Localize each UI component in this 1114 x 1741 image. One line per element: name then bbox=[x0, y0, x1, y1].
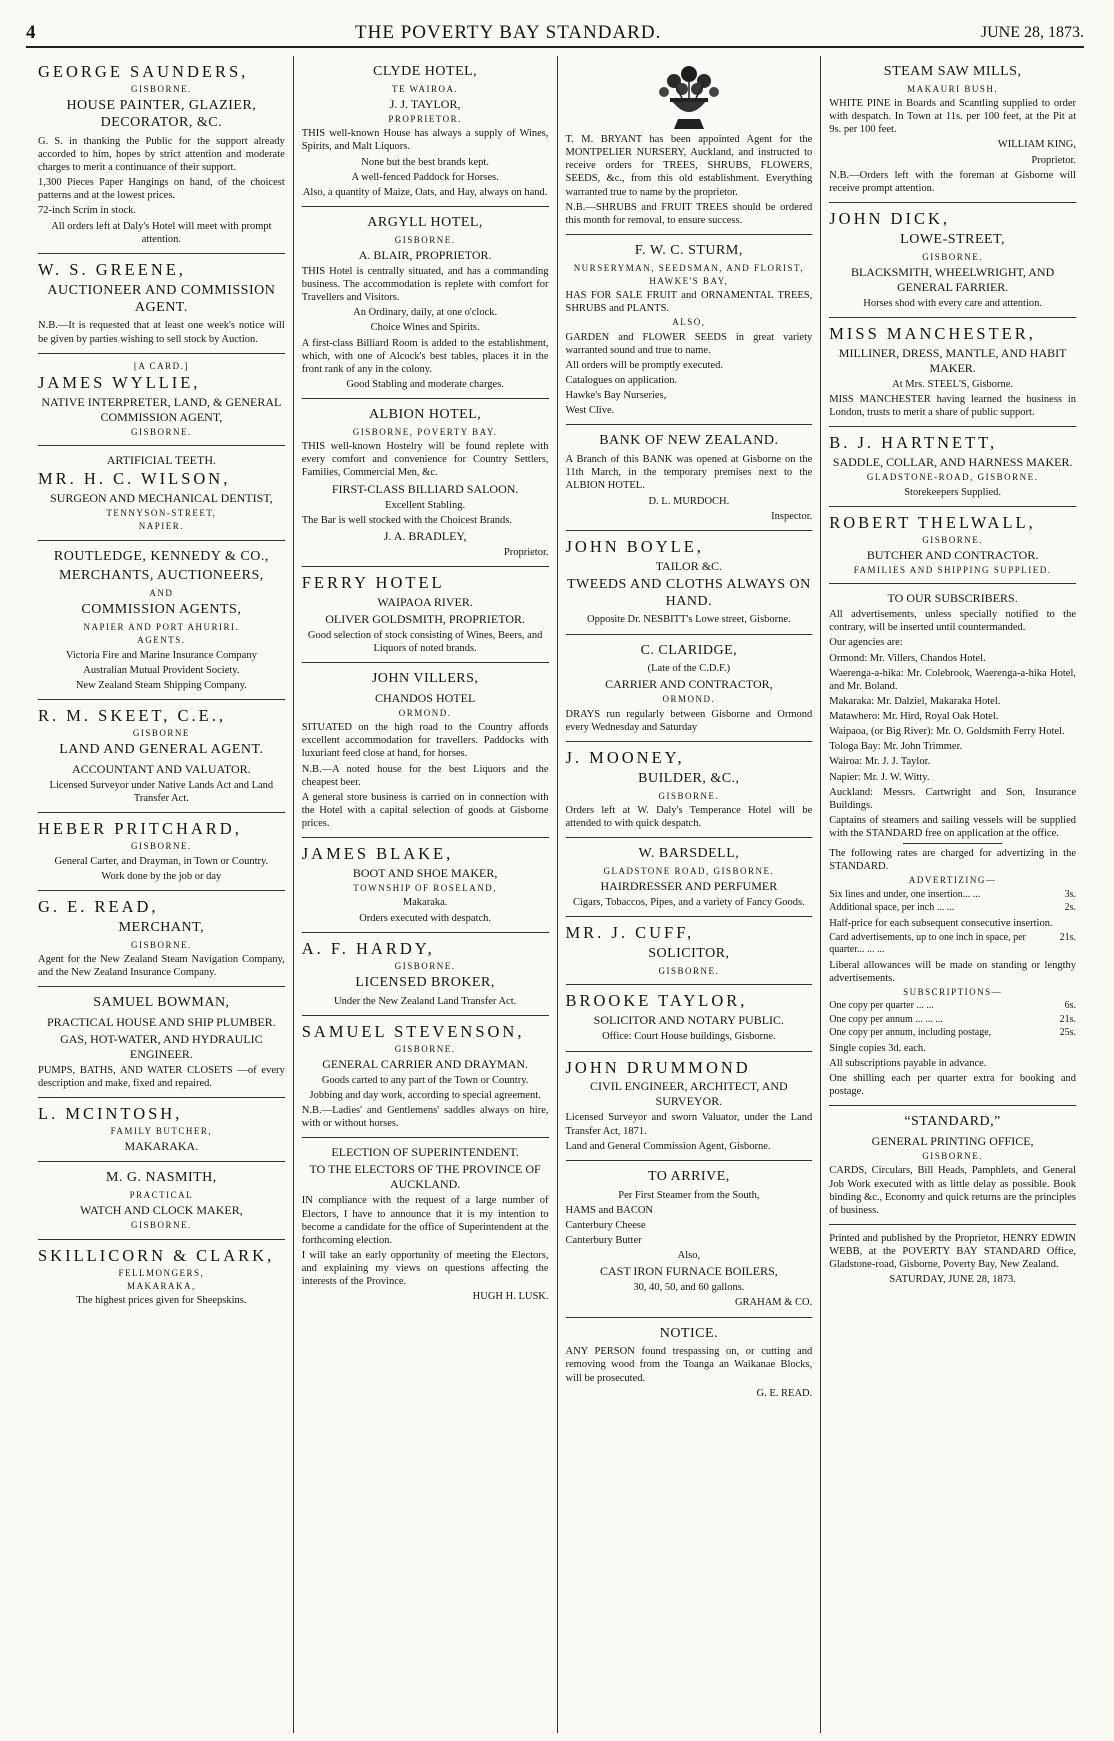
ad-text: Liberal allowances will be made on standing or lengthy advertisements. bbox=[829, 959, 1076, 984]
ad-name: MISS MANCHESTER, bbox=[829, 324, 1036, 344]
ad-text: FIRST-CLASS BILLIARD SALOON. bbox=[331, 481, 519, 496]
ad-text: 1,300 Pieces Paper Hangings on hand, of the choicest patterns and at the lowest prices. bbox=[38, 177, 285, 202]
ad-bowman bbox=[38, 987, 285, 1098]
ad-hotel: CHANDOS HOTEL bbox=[374, 690, 476, 705]
ad-place: GISBORNE. bbox=[130, 939, 192, 950]
ad-text: ANY PERSON found trespassing on, or cutting and removing wood from the Toanga an Waikanae Blocks, will be prosecuted. bbox=[565, 1346, 813, 1384]
column-2 bbox=[294, 56, 558, 1733]
ad-place: GLADSTONE ROAD, GISBORNE. bbox=[603, 866, 775, 877]
ad-text: CAST IRON FURNACE BOILERS, bbox=[599, 1264, 778, 1279]
ad-trade: GENERAL CARRIER AND DRAYMAN. bbox=[322, 1056, 529, 1071]
ad-trade: BUILDER, &C., bbox=[638, 770, 740, 786]
ad-mooney bbox=[566, 742, 813, 838]
agency-item: Ormond: Mr. Villers, Chandos Hotel. bbox=[829, 652, 986, 664]
ad-text: Agent for the New Zealand Steam Navigation Company, and the New Zealand Insurance Company. bbox=[38, 953, 285, 978]
ad-trade: PRACTICAL bbox=[129, 1190, 194, 1201]
ad-trade: MERCHANT, bbox=[118, 919, 205, 935]
ad-text: Cigars, Tobaccos, Pipes, and a variety of Fancy Goods. bbox=[572, 897, 805, 909]
ad-place: MAKARAKA, bbox=[126, 1280, 196, 1291]
ad-place: GISBORNE. bbox=[394, 234, 456, 245]
ad-name: ALBION HOTEL, bbox=[368, 407, 482, 423]
ad-text: A general store business is carried on in connection with the Hotel with a capital selection of goods at Gisborne prices. bbox=[301, 791, 549, 830]
ad-ferry-hotel bbox=[302, 567, 549, 663]
agency-item: Auckland: Messrs. Cartwright and Son, Insurance Buildings. bbox=[829, 786, 1076, 811]
ad-name: FERRY HOTEL bbox=[301, 572, 445, 592]
ad-title: ELECTION OF SUPERINTENDENT. bbox=[331, 1145, 519, 1160]
ad-text: All orders left at Daly's Hotel will meet with prompt attention. bbox=[51, 220, 272, 245]
rate-price: 3s. bbox=[1064, 888, 1076, 900]
ad-text: Also, bbox=[677, 1250, 701, 1262]
ad-name: W. S. GREENE, bbox=[38, 259, 186, 279]
agency-item: Makaraka: Mr. Dalziel, Makaraka Hotel. bbox=[829, 695, 1001, 707]
ad-read bbox=[38, 891, 285, 987]
ad-place: GISBORNE bbox=[132, 728, 190, 739]
rate-row bbox=[829, 1014, 1076, 1027]
ad-name: SKILLICORN & CLARK, bbox=[38, 1245, 275, 1265]
ad-trade: FELLMONGERS, bbox=[118, 1267, 205, 1278]
ad-place: GISBORNE. bbox=[922, 534, 983, 545]
divider bbox=[903, 843, 1002, 844]
ad-trade: CARRIER AND CONTRACTOR, bbox=[605, 677, 773, 692]
ad-trade: BOOT AND SHOE MAKER, bbox=[352, 866, 498, 881]
ad-name: JOHN DRUMMOND bbox=[565, 1057, 751, 1077]
agency-item: Waerenga-a-hika: Mr. Colebrook, Waerenga-a-hika Hotel, and Mr. Boland. bbox=[829, 667, 1076, 692]
ad-text: Good Stabling and moderate charges. bbox=[346, 378, 504, 390]
ad-text: PUMPS, BATHS, AND WATER CLOSETS —of every description and make, fixed and repaired. bbox=[38, 1064, 285, 1089]
ad-text: The Bar is well stocked with the Choicest Brands. bbox=[301, 514, 513, 526]
ad-place: MAKARAKA. bbox=[124, 1139, 199, 1154]
ad-line: GENERAL PRINTING OFFICE, bbox=[871, 1134, 1034, 1149]
ad-trade: SOLICITOR AND NOTARY PUBLIC. bbox=[593, 1013, 785, 1028]
ad-text: Excellent Stabling. bbox=[385, 499, 466, 511]
ad-text: 30, 40, 50, and 60 gallons. bbox=[633, 1282, 745, 1294]
ad-place: GLADSTONE-ROAD, GISBORNE. bbox=[866, 472, 1039, 483]
ad-claridge bbox=[566, 635, 813, 742]
ad-signature: GRAHAM & CO. bbox=[734, 1297, 813, 1309]
ad-name: L. MCINTOSH, bbox=[38, 1104, 183, 1124]
ad-trade: LICENSED BROKER, bbox=[355, 974, 495, 990]
ad-pritchard bbox=[38, 813, 285, 890]
ad-chandos-hotel bbox=[302, 663, 549, 838]
ad-text: Our agencies are: bbox=[829, 637, 903, 649]
ad-text: Catalogues on application. bbox=[565, 375, 678, 387]
ad-name: BANK OF NEW ZEALAND. bbox=[599, 433, 779, 449]
ad-text: N.B.—SHRUBS and FRUIT TREES should be ordered this month for removal, to ensure success. bbox=[565, 201, 813, 226]
column-4 bbox=[821, 56, 1084, 1733]
ad-name: F. W. C. STURM, bbox=[634, 242, 743, 258]
ad-place: MAKAURI BUSH. bbox=[907, 83, 999, 94]
agency-item: Wairoa: Mr. J. J. Taylor. bbox=[829, 756, 931, 768]
ad-name: C. CLARIDGE, bbox=[640, 642, 738, 658]
rate-price: 6s. bbox=[1064, 1000, 1076, 1012]
ad-owner: J. A. BRADLEY, bbox=[383, 528, 467, 543]
ad-trade: WATCH AND CLOCK MAKER, bbox=[80, 1203, 243, 1218]
ad-clyde-hotel bbox=[302, 56, 549, 207]
rate-label: Six lines and under, one insertion... ... bbox=[829, 888, 981, 900]
ad-name: MR. J. CUFF, bbox=[565, 923, 695, 943]
subscription-rates bbox=[829, 1000, 1076, 1040]
ad-trade: HOUSE PAINTER, GLAZIER, DECORATOR, &C. bbox=[66, 98, 257, 131]
page-number: 4 bbox=[26, 22, 36, 43]
column-1 bbox=[30, 56, 294, 1733]
ad-name: BROOKE TAYLOR, bbox=[565, 991, 748, 1011]
ad-text: THIS Hotel is centrally situated, and has a commanding business. The accommodation is replete with comfort for Travellers and Visitors. bbox=[301, 265, 549, 304]
ad-text: Choice Wines and Spirits. bbox=[370, 322, 480, 334]
ad-name: G. E. READ, bbox=[38, 896, 159, 916]
ad-name: ROBERT THELWALL, bbox=[829, 512, 1036, 532]
agency-item: Tologa Bay: Mr. John Trimmer. bbox=[829, 741, 963, 753]
ad-brooke-taylor bbox=[566, 985, 813, 1051]
ad-text: HAMS and BACON bbox=[565, 1204, 654, 1216]
ad-text: A first-class Billiard Room is added to the establishment, which, with one of Alcock's best tables, places it in the front rank of any in the colony. bbox=[301, 337, 549, 375]
ad-trade: SURGEON AND MECHANICAL DENTIST, bbox=[50, 491, 273, 506]
ad-text: West Clive. bbox=[565, 405, 615, 417]
ad-trade: SADDLE, COLLAR, AND HARNESS MAKER. bbox=[832, 455, 1073, 470]
ad-text: N.B.—Orders left with the foreman at Gisborne will receive prompt attention. bbox=[829, 169, 1076, 194]
ad-name: MR. H. C. WILSON, bbox=[38, 469, 231, 489]
ad-text: General Carter, and Drayman, in Town or Country. bbox=[54, 855, 269, 867]
ad-trade: BLACKSMITH, WHEELWRIGHT, AND GENERAL FARRIER. bbox=[850, 264, 1055, 294]
ad-place: TOWNSHIP OF ROSELAND, bbox=[353, 883, 497, 894]
ad-skillicorn bbox=[38, 1240, 285, 1315]
ad-manchester bbox=[829, 318, 1076, 427]
ad-name: ROUTLEDGE, KENNEDY & CO., bbox=[53, 548, 269, 564]
ad-text: New Zealand Steam Shipping Company. bbox=[75, 679, 247, 691]
ad-place: GISBORNE, POVERTY BAY. bbox=[352, 426, 498, 437]
imprint bbox=[829, 1225, 1076, 1294]
ad-text: All advertisements, unless specially notified to the contrary, will be inserted until countermanded. bbox=[829, 609, 1076, 634]
ad-title: TO ARRIVE, bbox=[648, 1168, 730, 1184]
ad-thelwall bbox=[829, 507, 1076, 584]
ad-text: The highest prices given for Sheepskins. bbox=[76, 1295, 247, 1307]
ad-text: Storekeepers Supplied. bbox=[904, 486, 1002, 498]
rates-heading: ADVERTIZING— bbox=[908, 875, 997, 886]
ad-text: Jobbing and day work, according to special agreement. bbox=[309, 1090, 541, 1102]
agency-item: Waipaoa, (or Big River): Mr. O. Goldsmith Ferry Hotel. bbox=[829, 726, 1065, 738]
ad-place: NAPIER. bbox=[138, 521, 184, 532]
rate-price: 2s. bbox=[1064, 902, 1076, 914]
ad-text: FAMILIES AND SHIPPING SUPPLIED. bbox=[853, 564, 1052, 575]
ad-text: THIS well-known Hostelry will be found replete with every comfort and convenience for Country Settlers, Families, Commercial Men, &c. bbox=[301, 441, 549, 479]
ad-text: One shilling each per quarter extra for booking and postage. bbox=[829, 1073, 1076, 1098]
ad-heading: ARTIFICIAL TEETH. bbox=[106, 453, 216, 468]
rate-label: One copy per quarter ... ... bbox=[829, 1000, 934, 1012]
ad-text: Half-price for each subsequent consecutive insertion. bbox=[829, 917, 1053, 929]
ad-trade: CIVIL ENGINEER, ARCHITECT, AND SURVEYOR. bbox=[590, 1079, 788, 1109]
ad-text: GARDEN and FLOWER SEEDS in great variety warranted sound and true to name. bbox=[565, 331, 813, 356]
ad-agents-label: AGENTS. bbox=[137, 635, 186, 646]
ad-text: Opposite Dr. NESBITT's Lowe street, Gisborne. bbox=[587, 614, 791, 626]
ad-name: SAMUEL STEVENSON, bbox=[301, 1021, 525, 1041]
masthead bbox=[26, 20, 1084, 48]
ad-bryant bbox=[566, 56, 813, 235]
ad-text: MISS MANCHESTER having learned the business in London, trusts to merit a share of public support. bbox=[829, 394, 1076, 419]
rate-price: 25s. bbox=[1059, 1027, 1076, 1039]
ad-role: Proprietor. bbox=[503, 546, 549, 558]
ad-boyle bbox=[566, 531, 813, 635]
ad-name: M. G. NASMITH, bbox=[105, 1170, 217, 1186]
ad-street: LOWE-STREET, bbox=[900, 231, 1006, 247]
ad-signature: HUGH H. LUSK. bbox=[472, 1291, 549, 1303]
ad-skeet bbox=[38, 700, 285, 813]
ad-place: ORMOND. bbox=[398, 707, 452, 718]
ad-also: ALSO, bbox=[672, 317, 706, 328]
ad-text: Goods carted to any part of the Town or Country. bbox=[321, 1074, 529, 1086]
ad-trade: SOLICITOR, bbox=[648, 946, 730, 962]
ad-owner: A. BLAIR, PROPRIETOR. bbox=[358, 247, 492, 262]
ad-line: MERCHANTS, AUCTIONEERS, bbox=[58, 568, 264, 584]
ad-text: Orders executed with despatch. bbox=[359, 912, 492, 924]
ad-name: JOHN DICK, bbox=[829, 208, 950, 228]
ad-text: None but the best brands kept. bbox=[361, 156, 489, 168]
ad-text: Victoria Fire and Marine Insurance Company bbox=[65, 649, 257, 661]
ad-hartnett bbox=[829, 427, 1076, 506]
ad-drummond bbox=[566, 1052, 813, 1161]
ad-place: GISBORNE. bbox=[394, 960, 456, 971]
ad-to-arrive bbox=[566, 1161, 813, 1318]
ad-text: The following rates are charged for advertizing in the STANDARD. bbox=[829, 848, 1076, 873]
ad-text: Canterbury Cheese bbox=[565, 1219, 646, 1231]
card-rate bbox=[829, 932, 1076, 957]
rate-label: Card advertisements, up to one inch in space, per quarter... ... ... bbox=[829, 931, 1026, 956]
ad-text: DRAYS run regularly between Gisborne and Ormond every Wednesday and Saturday bbox=[565, 708, 813, 733]
subscriptions-heading: SUBSCRIPTIONS— bbox=[903, 987, 1003, 998]
ad-place: GISBORNE. bbox=[130, 83, 192, 94]
ad-place: GISBORNE. bbox=[658, 966, 720, 977]
ad-text: N.B.—A noted house for the best Liquors and the cheapest beer. bbox=[301, 763, 549, 788]
ad-trade: BUTCHER AND CONTRACTOR. bbox=[866, 547, 1039, 562]
ad-text: Under the New Zealand Land Transfer Act. bbox=[334, 995, 517, 1007]
ad-role: Inspector. bbox=[771, 510, 813, 522]
ad-to-our-subscribers bbox=[829, 584, 1076, 1106]
ad-greene bbox=[38, 254, 285, 354]
ad-place: GISBORNE. bbox=[130, 1220, 192, 1231]
ad-text: N.B.—Ladies' and Gentlemens' saddles always on hire, with or without horses. bbox=[301, 1105, 549, 1130]
ad-place: GISBORNE. bbox=[130, 841, 192, 852]
ad-place: GISBORNE. bbox=[130, 426, 192, 437]
ad-text: Work done by the job or day bbox=[101, 870, 222, 882]
ad-name: R. M. SKEET, C.E., bbox=[38, 706, 226, 726]
ad-election bbox=[302, 1138, 549, 1310]
ad-name: SAMUEL BOWMAN, bbox=[93, 995, 230, 1011]
ad-barsdell bbox=[566, 838, 813, 917]
ad-text: All subscriptions payable in advance. bbox=[829, 1057, 987, 1069]
ad-text: Office: Court House buildings, Gisborne. bbox=[602, 1031, 776, 1043]
ad-text: Good selection of stock consisting of Wines, Beers, and Liquors of noted brands. bbox=[307, 629, 543, 654]
ad-text: I will take an early opportunity of meeting the Electors, and explaining my views on questions affecting the interests of the Province. bbox=[301, 1249, 549, 1288]
rate-row bbox=[829, 932, 1076, 957]
columns bbox=[30, 56, 1084, 1733]
rate-label: One copy per annum ... ... ... bbox=[829, 1013, 943, 1025]
ad-subtitle: TO THE ELECTORS OF THE PROVINCE OF AUCKLAND. bbox=[309, 1162, 541, 1192]
ad-place: GISBORNE. bbox=[394, 1043, 456, 1054]
ad-title: “STANDARD,” bbox=[904, 1114, 1001, 1130]
ad-trade: TAILOR &C. bbox=[655, 558, 723, 573]
ad-text: Australian Mutual Provident Society. bbox=[83, 664, 240, 676]
rate-price: 21s. bbox=[1059, 931, 1076, 943]
ad-card-label: [A CARD.] bbox=[133, 360, 189, 371]
ad-text: A Branch of this BANK was opened at Gisborne on the 11th March, in the temporary premises next to the ALBION HOTEL. bbox=[565, 454, 813, 492]
ad-name: W. BARSDELL, bbox=[638, 846, 740, 862]
ad-stevenson bbox=[302, 1016, 549, 1139]
ad-text: An Ordinary, daily, at one o'clock. bbox=[353, 307, 498, 319]
ad-text: G. S. in thanking the Public for the support already accorded to him, hopes by strict attention and moderate charges to merit a continuance of their support. bbox=[38, 135, 285, 174]
ad-place: ORMOND. bbox=[662, 694, 716, 705]
ad-text: T. M. BRYANT has been appointed Agent for the MONTPELIER NURSERY, Auckland, and instructed to receive orders for TREES, SHRUBS, FLOWERS, SEEDS, &c., from this old establishment. Everything warranted true to name by the proprietor. bbox=[565, 134, 813, 198]
ad-name: JAMES BLAKE, bbox=[301, 844, 454, 864]
agency-item: Matawhero: Mr. Hird, Royal Oak Hotel. bbox=[829, 711, 999, 723]
column-3 bbox=[558, 56, 822, 1733]
rate-label: Additional space, per inch ... ... bbox=[829, 902, 955, 914]
rate-label: One copy per annum, including postage, bbox=[829, 1027, 992, 1039]
ad-name: CLYDE HOTEL, bbox=[373, 64, 478, 79]
ad-place: NAPIER AND PORT AHURIRI. bbox=[83, 622, 240, 633]
flower-vase-illustration bbox=[644, 61, 734, 131]
ad-place: GISBORNE. bbox=[658, 790, 720, 801]
ad-trade: FAMILY BUTCHER, bbox=[110, 1126, 213, 1137]
ad-trade: HAIRDRESSER AND PERFUMER bbox=[600, 879, 778, 894]
ad-street: TENNYSON-STREET, bbox=[106, 508, 217, 519]
ad-notice bbox=[566, 1318, 813, 1407]
ad-sub: (Late of the C.D.F.) bbox=[647, 663, 731, 675]
ad-name: JOHN VILLERS, bbox=[371, 671, 479, 687]
rate-row bbox=[829, 1000, 1076, 1013]
ad-owner: OLIVER GOLDSMITH, PROPRIETOR. bbox=[325, 611, 526, 626]
ad-trade: AUCTIONEER AND COMMISSION AGENT. bbox=[47, 282, 276, 315]
ad-place: WAIPAOA RIVER. bbox=[377, 594, 473, 609]
ad-text: HAS FOR SALE FRUIT and ORNAMENTAL TREES, SHRUBS and PLANTS. bbox=[565, 290, 813, 315]
ad-printing-office bbox=[829, 1106, 1076, 1225]
ad-name: JAMES WYLLIE, bbox=[38, 372, 201, 392]
ad-trade: NATIVE INTERPRETER, LAND, & GENERAL COMMISSION AGENT, bbox=[41, 394, 282, 424]
ad-place: At Mrs. STEEL'S, Gisborne. bbox=[892, 379, 1014, 391]
ad-trade: NURSERYMAN, SEEDSMAN, AND FLORIST, bbox=[573, 262, 805, 273]
newspaper-title: THE POVERTY BAY STANDARD. bbox=[355, 22, 662, 43]
ad-role: Proprietor. bbox=[1031, 154, 1076, 166]
ad-text: Land and General Commission Agent, Gisborne. bbox=[565, 1140, 771, 1152]
ad-sturm bbox=[566, 235, 813, 426]
ad-place: GISBORNE. bbox=[922, 251, 983, 262]
ad-name: J. MOONEY, bbox=[565, 747, 685, 767]
rate-row bbox=[829, 889, 1076, 902]
ad-name: STEAM SAW MILLS, bbox=[883, 64, 1022, 79]
ad-text: SITUATED on the high road to the Country affords excellent accommodation for travellers. Paddocks with luxuriant feed close at hand, for horses. bbox=[301, 722, 549, 760]
ad-trade: ACCOUNTANT AND VALUATOR. bbox=[72, 762, 251, 777]
ad-wilson bbox=[38, 446, 285, 540]
ad-blake bbox=[302, 838, 549, 932]
ad-name: ARGYLL HOTEL, bbox=[367, 214, 483, 230]
ad-hardy bbox=[302, 933, 549, 1016]
ad-trade: PRACTICAL HOUSE AND SHIP PLUMBER. bbox=[46, 1014, 276, 1029]
advertising-rates bbox=[829, 889, 1076, 915]
ad-text: N.B.—It is requested that at least one week's notice will be given by parties wishing to sell stock by Auction. bbox=[38, 320, 285, 345]
imprint-text: Printed and published by the Proprietor, HENRY EDWIN WEBB, at the POVERTY BAY STANDARD Office, Gladstone-road, Gisborne, Poverty Bay, New Zealand. bbox=[829, 1232, 1076, 1271]
ad-name: B. J. HARTNETT, bbox=[829, 433, 998, 453]
agency-item: Napier: Mr. J. W. Witty. bbox=[829, 771, 930, 783]
ad-signature: G. E. READ. bbox=[756, 1387, 813, 1399]
ad-text: Horses shod with every care and attention. bbox=[863, 297, 1042, 309]
ad-cuff bbox=[566, 917, 813, 985]
ad-trade: GAS, HOT-WATER, AND HYDRAULIC ENGINEER. bbox=[60, 1031, 263, 1061]
issue-date: JUNE 28, 1873. bbox=[980, 24, 1084, 41]
ad-text: Captains of steamers and sailing vessels will be supplied with the STANDARD free on application at the office. bbox=[829, 814, 1076, 840]
ad-wyllie bbox=[38, 354, 285, 446]
ad-and: AND bbox=[149, 588, 174, 599]
ad-dick bbox=[829, 203, 1076, 318]
ad-title: TO OUR SUBSCRIBERS. bbox=[887, 591, 1018, 606]
ad-saunders bbox=[38, 56, 285, 254]
ad-steam-saw-mills bbox=[829, 56, 1076, 203]
rate-price: 21s. bbox=[1059, 1013, 1076, 1025]
ad-text: Orders left at W. Daly's Temperance Hotel will be attended to with quick despatch. bbox=[565, 804, 813, 830]
ad-text: 72-inch Scrim in stock. bbox=[38, 205, 136, 217]
ad-text: Also, a quantity of Maize, Oats, and Hay, always on hand. bbox=[302, 186, 548, 198]
ad-text: A well-fenced Paddock for Horses. bbox=[351, 171, 499, 183]
ad-signature: D. L. MURDOCH. bbox=[648, 495, 730, 507]
ad-albion-hotel bbox=[302, 399, 549, 567]
ad-text: All orders will be promptly executed. bbox=[565, 359, 723, 371]
rate-row bbox=[829, 1027, 1076, 1040]
ad-name: GEORGE SAUNDERS, bbox=[38, 62, 249, 81]
ad-place: TE WAIROA. bbox=[391, 83, 459, 94]
ad-nasmith bbox=[38, 1162, 285, 1239]
ad-text: Licensed Surveyor and sworn Valuator, under the Land Transfer Act, 1871. bbox=[565, 1112, 813, 1137]
ad-sub: Per First Steamer from the South, bbox=[618, 1189, 760, 1201]
ad-argyll-hotel bbox=[302, 207, 549, 399]
ad-line: COMMISSION AGENTS, bbox=[81, 602, 242, 618]
ad-role: PROPRIETOR. bbox=[388, 114, 462, 125]
ad-trade: LAND AND GENERAL AGENT. bbox=[59, 742, 264, 758]
ad-text: Canterbury Butter bbox=[565, 1235, 642, 1247]
ad-trade: MILLINER, DRESS, MANTLE, AND HABIT MAKER. bbox=[838, 346, 1067, 376]
ad-text: Single copies 3d. each. bbox=[829, 1042, 926, 1054]
ad-text: Licensed Surveyor under Native Lands Act and Land Transfer Act. bbox=[49, 780, 274, 805]
ad-signature: WILLIAM KING, bbox=[997, 139, 1076, 151]
ad-place: Makaraka. bbox=[402, 897, 448, 909]
ad-title: NOTICE. bbox=[659, 1325, 719, 1341]
ad-text: THIS well-known House has always a supply of Wines, Spirits, and Malt Liquors. bbox=[301, 128, 549, 153]
ad-routledge bbox=[38, 541, 285, 701]
ad-text: Hawke's Bay Nurseries, bbox=[565, 390, 667, 402]
ad-name: JOHN BOYLE, bbox=[565, 536, 704, 556]
ad-text: WHITE PINE in Boards and Scantling supplied to order with despatch. In Town at 11s. per 100 feet, at the Pit at 9s. per 100 feet. bbox=[829, 98, 1076, 136]
ad-name: A. F. HARDY, bbox=[301, 938, 435, 958]
ad-text: IN compliance with the request of a large number of Electors, I have to announce that it is my intention to become a candidate for the office of Superintendent at the forthcoming election. bbox=[301, 1195, 549, 1246]
rate-row bbox=[829, 902, 1076, 915]
ad-owner: J. J. TAYLOR, bbox=[389, 97, 461, 112]
ad-place: HAWKE'S BAY, bbox=[649, 275, 729, 286]
ad-text: CARDS, Circulars, Bill Heads, Pamphlets, and General Job Work executed with as little delay as possible. Book binding &c., Economy and quick returns are the principles of business. bbox=[829, 1165, 1076, 1216]
ad-bank-of-new-zealand bbox=[566, 425, 813, 530]
ad-line: TWEEDS AND CLOTHS ALWAYS ON HAND. bbox=[567, 576, 811, 609]
ad-name: HEBER PRITCHARD, bbox=[38, 819, 242, 839]
ad-place: GISBORNE. bbox=[922, 1151, 983, 1162]
imprint-date: SATURDAY, JUNE 28, 1873. bbox=[889, 1274, 1016, 1286]
ad-mcintosh bbox=[38, 1098, 285, 1162]
